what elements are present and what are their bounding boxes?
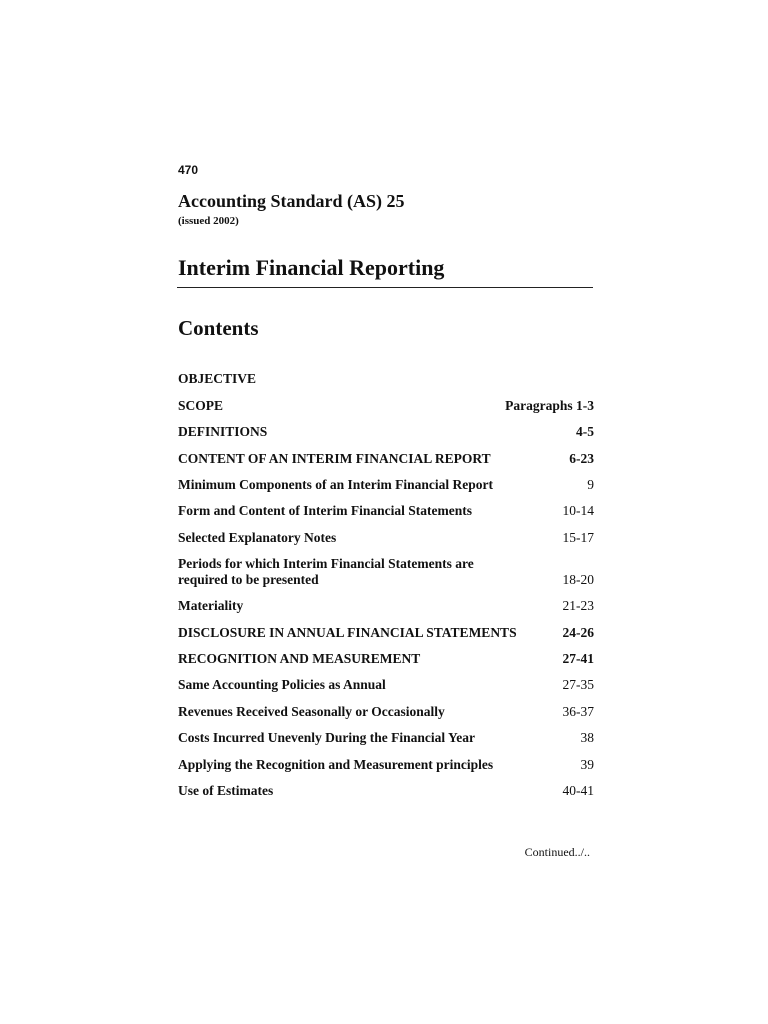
toc-entry-minimum-components bbox=[178, 477, 594, 493]
page-number: 470 bbox=[178, 163, 199, 177]
toc-entry-same-policies bbox=[178, 677, 594, 693]
toc-entry-label: Periods for which Interim Financial Statements are required to be presented bbox=[178, 556, 474, 587]
toc-entry-label: DISCLOSURE IN ANNUAL FINANCIAL STATEMENTS bbox=[178, 625, 517, 640]
toc-entry-page: 6-23 bbox=[569, 451, 594, 466]
toc-entry-label: Same Accounting Policies as Annual bbox=[178, 677, 386, 692]
toc-entry-label: DEFINITIONS bbox=[178, 424, 268, 439]
toc-entry-recognition bbox=[178, 651, 594, 667]
toc-entry-page: 27-35 bbox=[562, 677, 594, 692]
toc-entry-label: RECOGNITION AND MEASUREMENT bbox=[178, 651, 421, 666]
toc-entry-revenues bbox=[178, 704, 594, 720]
contents-heading: Contents bbox=[178, 316, 259, 340]
toc-entry-label: Costs Incurred Unevenly During the Financial Year bbox=[178, 730, 475, 745]
toc-entry-label: Form and Content of Interim Financial Statements bbox=[178, 503, 472, 518]
toc-entry-page: 18-20 bbox=[562, 572, 594, 587]
toc-entry-label: Revenues Received Seasonally or Occasionally bbox=[178, 704, 445, 719]
toc-entry-page: 4-5 bbox=[576, 424, 594, 439]
toc-entry-label: Minimum Components of an Interim Financial Report bbox=[178, 477, 493, 492]
toc-entry-estimates bbox=[178, 783, 594, 799]
toc-entry-label: SCOPE bbox=[178, 398, 224, 413]
toc-entry-label: Use of Estimates bbox=[178, 783, 274, 798]
toc-entry-periods bbox=[178, 556, 594, 588]
toc-entry-label: OBJECTIVE bbox=[178, 371, 257, 386]
toc-entry-label: CONTENT OF AN INTERIM FINANCIAL REPORT bbox=[178, 451, 491, 466]
toc-entry-content bbox=[178, 451, 594, 467]
toc-entry-page: 36-37 bbox=[562, 704, 594, 719]
standard-title: Accounting Standard (AS) 25 bbox=[178, 191, 405, 211]
toc-entry-label: Materiality bbox=[178, 598, 244, 613]
toc-entry-page: 38 bbox=[580, 730, 594, 745]
toc-entry-page: 9 bbox=[587, 477, 594, 492]
toc-entry-label: Applying the Recognition and Measurement principles bbox=[178, 757, 494, 772]
toc-entry-disclosure bbox=[178, 625, 594, 641]
toc-entry-definitions bbox=[178, 424, 594, 440]
toc-entry-applying bbox=[178, 757, 594, 773]
toc-entry-page: Paragraphs 1-3 bbox=[505, 398, 594, 413]
toc-entry-label: Selected Explanatory Notes bbox=[178, 530, 337, 545]
issued-date: (issued 2002) bbox=[178, 215, 239, 227]
toc-entry-page: 27-41 bbox=[562, 651, 594, 666]
toc-entry-page: 21-23 bbox=[562, 598, 594, 613]
main-title: Interim Financial Reporting bbox=[178, 255, 445, 280]
toc-entry-explanatory-notes bbox=[178, 530, 594, 546]
toc-entry-form-and-content bbox=[178, 503, 594, 519]
toc-entry-page: 40-41 bbox=[562, 783, 594, 798]
toc-entry-objective bbox=[178, 371, 594, 387]
continued-note: Continued../.. bbox=[524, 845, 590, 859]
toc-entry-page: 24-26 bbox=[562, 625, 594, 640]
toc-entry-page: 39 bbox=[580, 757, 594, 772]
toc-entry-scope bbox=[178, 398, 594, 414]
title-divider bbox=[177, 287, 593, 288]
toc-entry-costs bbox=[178, 730, 594, 746]
toc-entry-page: 15-17 bbox=[562, 530, 594, 545]
toc-entry-page: 10-14 bbox=[562, 503, 594, 518]
toc-entry-materiality bbox=[178, 598, 594, 614]
